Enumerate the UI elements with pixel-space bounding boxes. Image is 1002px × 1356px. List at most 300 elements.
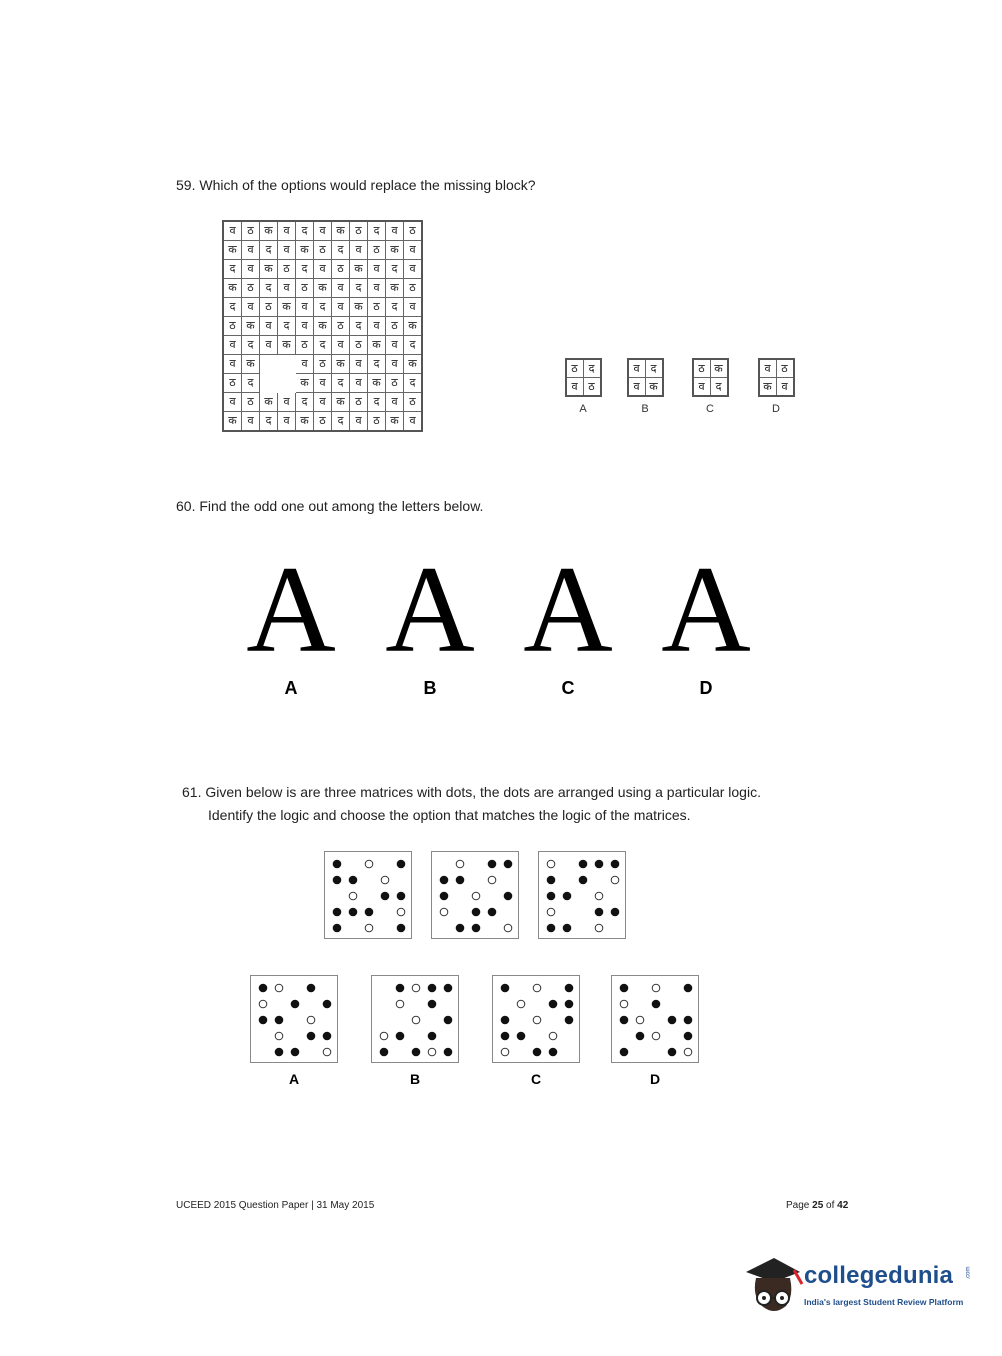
grid-cell: द (296, 260, 314, 279)
q61-option-matrix-d[interactable] (611, 975, 699, 1063)
grid-cell: व (350, 241, 368, 260)
devanagari-grid (222, 220, 423, 432)
filled-dot (444, 1016, 453, 1025)
grid-cell: ठ (314, 355, 332, 374)
grid-cell: ठ (368, 298, 386, 317)
q61-text (182, 781, 761, 827)
grid-cell: व (314, 374, 332, 393)
grid-cell: क (223, 279, 242, 298)
hollow-dot (412, 1016, 420, 1024)
grid-cell: क (386, 241, 404, 260)
grid-cell: क (332, 221, 350, 241)
grid-cell: क (296, 374, 314, 393)
grid-cell: क (332, 393, 350, 412)
grid-row (223, 393, 422, 412)
filled-dot (565, 984, 574, 993)
grid-cell: व (314, 260, 332, 279)
grid-cell: व (260, 317, 278, 336)
filled-dot (595, 860, 604, 869)
grid-cell: द (368, 393, 386, 412)
filled-dot (620, 1048, 629, 1057)
logo-tagline: India's largest Student Review Platform (804, 1297, 964, 1307)
filled-dot (397, 924, 406, 933)
grid-cell: व (260, 336, 278, 355)
grid-cell: ठ (296, 336, 314, 355)
grid-cell: द (296, 393, 314, 412)
grid-cell: क (386, 279, 404, 298)
grid-cell: ठ (404, 393, 423, 412)
hollow-dot (472, 892, 480, 900)
filled-dot (440, 892, 449, 901)
filled-dot (565, 1016, 574, 1025)
filled-dot (291, 1048, 300, 1057)
footer-page (786, 1200, 848, 1211)
option-cell: ठ (693, 359, 711, 378)
grid-cell: क (278, 298, 296, 317)
grid-cell: ठ (332, 317, 350, 336)
hollow-dot (307, 1016, 315, 1024)
filled-dot (547, 924, 556, 933)
grid-row (223, 412, 422, 432)
grid-cell: ठ (368, 412, 386, 432)
grid-cell: व (278, 241, 296, 260)
hollow-dot (547, 860, 555, 868)
hollow-dot (381, 876, 389, 884)
hollow-dot (428, 1048, 436, 1056)
filled-dot (291, 1000, 300, 1009)
grid-cell: द (223, 298, 242, 317)
grid-cell: ठ (242, 393, 260, 412)
grid-cell: ठ (242, 221, 260, 241)
grid-cell: द (260, 241, 278, 260)
page-total: 42 (837, 1200, 849, 1211)
grid-cell: ठ (368, 241, 386, 260)
option-block (692, 358, 729, 397)
option-cell: व (693, 378, 711, 397)
q59-text: 59. Which of the options would replace the missing block? (176, 177, 536, 193)
option-cell: व (628, 359, 646, 378)
grid-cell: व (386, 393, 404, 412)
grid-cell: ठ (404, 221, 423, 241)
hollow-dot (365, 860, 373, 868)
grid-cell: व (350, 355, 368, 374)
option-cell: क (645, 378, 663, 397)
grid-missing-cell (260, 374, 278, 393)
filled-dot (611, 908, 620, 917)
dot-grid (539, 852, 627, 940)
hollow-dot (412, 984, 420, 992)
option-label: D (772, 403, 780, 415)
grid-cell: ठ (314, 412, 332, 432)
q60-option-c[interactable]: C (561, 678, 575, 698)
q60-letter-a: A (246, 541, 336, 678)
grid-cell: व (278, 221, 296, 241)
filled-dot (517, 1032, 526, 1041)
filled-dot (428, 984, 437, 993)
filled-dot (668, 1048, 677, 1057)
grid-cell: व (404, 298, 423, 317)
grid-cell: व (368, 317, 386, 336)
grid-cell: व (223, 336, 242, 355)
filled-dot (563, 892, 572, 901)
grid-cell: द (296, 221, 314, 241)
option-cell: व (759, 359, 777, 378)
grid-missing-cell (278, 355, 296, 374)
footer-left: UCEED 2015 Question Paper | 31 May 2015 (176, 1200, 375, 1211)
filled-dot (333, 908, 342, 917)
grid-missing-cell (260, 355, 278, 374)
hollow-dot (533, 984, 541, 992)
filled-dot (412, 1048, 421, 1057)
filled-dot (504, 860, 513, 869)
filled-dot (565, 1000, 574, 1009)
filled-dot (636, 1032, 645, 1041)
option-label: C (706, 403, 714, 415)
grid-cell: द (260, 412, 278, 432)
grid-cell: ठ (223, 317, 242, 336)
hollow-dot (259, 1000, 267, 1008)
filled-dot (579, 876, 588, 885)
option-cell: ठ (776, 359, 794, 378)
filled-dot (349, 876, 358, 885)
q61-option-label[interactable]: D (649, 1071, 661, 1087)
hollow-dot (533, 1016, 541, 1024)
q60-option-b[interactable]: B (423, 678, 437, 698)
filled-dot (595, 908, 604, 917)
given-matrix (538, 851, 626, 939)
q61-option-label[interactable]: A (288, 1071, 300, 1087)
filled-dot (444, 984, 453, 993)
hollow-dot (652, 984, 660, 992)
grid-row (223, 298, 422, 317)
grid-cell: व (350, 412, 368, 432)
filled-dot (428, 1000, 437, 1009)
hollow-dot (547, 908, 555, 916)
given-matrix (431, 851, 519, 939)
grid-cell: व (350, 374, 368, 393)
option-cell: द (583, 359, 601, 378)
hollow-dot (652, 1032, 660, 1040)
grid-cell: व (404, 412, 423, 432)
q61-line2: Identify the logic and choose the option that matches the logic of the matrices. (208, 807, 691, 823)
option-block (565, 358, 602, 397)
grid-cell: व (368, 279, 386, 298)
logo-suffix: .com (965, 1266, 972, 1280)
grid-cell: ठ (278, 260, 296, 279)
hollow-dot (380, 1032, 388, 1040)
q61-option-matrix-a[interactable] (250, 975, 338, 1063)
q60-option-d[interactable]: D (699, 678, 713, 698)
option-block (627, 358, 664, 397)
grid-cell: क (314, 317, 332, 336)
grid-cell: व (314, 393, 332, 412)
given-matrix (324, 851, 412, 939)
filled-dot (440, 876, 449, 885)
hollow-dot (275, 1032, 283, 1040)
grid-cell: क (368, 336, 386, 355)
grid-cell: व (404, 260, 423, 279)
filled-dot (547, 892, 556, 901)
option-label: A (579, 403, 587, 415)
q59-option-a[interactable] (548, 358, 618, 415)
grid-cell: ठ (314, 241, 332, 260)
grid-cell: व (386, 221, 404, 241)
grid-cell: व (242, 241, 260, 260)
grid-cell: व (223, 393, 242, 412)
filled-dot (396, 984, 405, 993)
grid-cell: क (260, 260, 278, 279)
hollow-dot (549, 1032, 557, 1040)
filled-dot (501, 984, 510, 993)
q61-option-matrix-c[interactable] (492, 975, 580, 1063)
filled-dot (275, 1016, 284, 1025)
filled-dot (365, 908, 374, 917)
grid-cell: व (242, 298, 260, 317)
filled-dot (472, 908, 481, 917)
hollow-dot (517, 1000, 525, 1008)
q61-option-matrix-b[interactable] (371, 975, 459, 1063)
logo-name: collegedunia (804, 1262, 954, 1289)
option-cell: क (710, 359, 728, 378)
filled-dot (579, 860, 588, 869)
grid-cell: व (404, 241, 423, 260)
grid-cell: ठ (350, 393, 368, 412)
grid-cell: द (260, 279, 278, 298)
hollow-dot (636, 1016, 644, 1024)
filled-dot (444, 1048, 453, 1057)
page-prefix: Page (786, 1200, 813, 1211)
grid-cell: द (278, 317, 296, 336)
grid-cell: द (223, 260, 242, 279)
q59-option-d[interactable] (741, 358, 811, 415)
grid-row (223, 221, 422, 241)
grid-cell: ठ (260, 298, 278, 317)
grid-cell: द (350, 317, 368, 336)
grid-cell: द (404, 374, 423, 393)
filled-dot (533, 1048, 542, 1057)
grid-cell: ठ (386, 317, 404, 336)
filled-dot (501, 1016, 510, 1025)
grid-cell: द (368, 355, 386, 374)
filled-dot (684, 984, 693, 993)
hollow-dot (397, 908, 405, 916)
filled-dot (259, 984, 268, 993)
grid-cell: क (260, 393, 278, 412)
dot-grid (432, 852, 520, 940)
filled-dot (620, 984, 629, 993)
grid-cell: क (260, 221, 278, 241)
option-cell: द (645, 359, 663, 378)
grid-row (223, 355, 422, 374)
filled-dot (549, 1048, 558, 1057)
filled-dot (307, 984, 316, 993)
option-label: B (641, 403, 649, 415)
grid-cell: क (296, 241, 314, 260)
filled-dot (396, 1032, 405, 1041)
q61-option-label[interactable]: C (530, 1071, 542, 1087)
grid-row (223, 336, 422, 355)
grid-cell: द (332, 241, 350, 260)
filled-dot (397, 860, 406, 869)
grid-row (223, 374, 422, 393)
filled-dot (397, 892, 406, 901)
grid-cell: द (314, 336, 332, 355)
dot-grid (612, 976, 700, 1064)
option-cell: व (776, 378, 794, 397)
hollow-dot (365, 924, 373, 932)
hollow-dot (456, 860, 464, 868)
grid-cell: व (296, 317, 314, 336)
hollow-dot (595, 924, 603, 932)
grid-cell: क (278, 336, 296, 355)
option-cell: ठ (566, 359, 584, 378)
filled-dot (504, 892, 513, 901)
grid-cell: ठ (296, 279, 314, 298)
grid-cell: ठ (404, 279, 423, 298)
grid-cell: क (386, 412, 404, 432)
grid-cell: व (332, 279, 350, 298)
grid-cell: क (296, 412, 314, 432)
grid-cell: व (278, 393, 296, 412)
q60-letter-d: A (661, 541, 751, 678)
q61-option-label[interactable]: B (409, 1071, 421, 1087)
option-cell: ठ (583, 378, 601, 397)
q60-option-a[interactable]: A (284, 678, 298, 698)
grid-cell: क (223, 412, 242, 432)
filled-dot (259, 1016, 268, 1025)
q60-letter-c: A (523, 541, 613, 678)
filled-dot (488, 860, 497, 869)
grid-cell: द (332, 374, 350, 393)
grid-cell: व (386, 355, 404, 374)
hollow-dot (440, 908, 448, 916)
grid-cell: क (404, 317, 423, 336)
grid-cell: ठ (223, 374, 242, 393)
grid-cell: व (278, 412, 296, 432)
grid-cell: क (332, 355, 350, 374)
grid-cell: द (404, 336, 423, 355)
grid-cell: व (296, 355, 314, 374)
dot-grid (325, 852, 413, 940)
grid-cell: व (386, 336, 404, 355)
grid-cell: द (386, 260, 404, 279)
filled-dot (456, 876, 465, 885)
hollow-dot (501, 1048, 509, 1056)
filled-dot (333, 924, 342, 933)
filled-dot (381, 892, 390, 901)
hollow-dot (349, 892, 357, 900)
grid-cell: क (350, 298, 368, 317)
grid-cell: व (332, 336, 350, 355)
filled-dot (684, 1032, 693, 1041)
dot-grid (251, 976, 339, 1064)
filled-dot (668, 1016, 677, 1025)
grid-cell: द (242, 336, 260, 355)
grid-cell: द (242, 374, 260, 393)
grid-cell: क (242, 355, 260, 374)
grid-cell: क (404, 355, 423, 374)
filled-dot (456, 924, 465, 933)
grid-cell: क (242, 317, 260, 336)
hollow-dot (396, 1000, 404, 1008)
filled-dot (323, 1000, 332, 1009)
option-cell: क (759, 378, 777, 397)
grid-cell: व (368, 260, 386, 279)
grid-cell: क (368, 374, 386, 393)
option-block (758, 358, 795, 397)
grid-row (223, 241, 422, 260)
grid-cell: व (223, 221, 242, 241)
grid-cell: द (314, 298, 332, 317)
grid-cell: द (332, 412, 350, 432)
filled-dot (501, 1032, 510, 1041)
grid-cell: द (350, 279, 368, 298)
option-cell: व (628, 378, 646, 397)
q60-text: 60. Find the odd one out among the letters below. (176, 498, 484, 514)
filled-dot (349, 908, 358, 917)
grid-cell: क (223, 241, 242, 260)
hollow-dot (323, 1048, 331, 1056)
grid-cell: व (278, 279, 296, 298)
grid-row (223, 279, 422, 298)
filled-dot (549, 1000, 558, 1009)
grid-cell: ठ (350, 221, 368, 241)
option-cell: व (566, 378, 584, 397)
filled-dot (428, 1032, 437, 1041)
filled-dot (488, 908, 497, 917)
grid-missing-cell (278, 374, 296, 393)
filled-dot (323, 1032, 332, 1041)
grid-cell: ठ (350, 336, 368, 355)
hollow-dot (488, 876, 496, 884)
hollow-dot (275, 984, 283, 992)
grid-cell: क (314, 279, 332, 298)
dot-grid (372, 976, 460, 1064)
q60-letter-b: A (385, 541, 475, 678)
filled-dot (333, 860, 342, 869)
grid-cell: व (223, 355, 242, 374)
filled-dot (333, 876, 342, 885)
grid-cell: व (314, 221, 332, 241)
filled-dot (547, 876, 556, 885)
filled-dot (620, 1016, 629, 1025)
filled-dot (611, 860, 620, 869)
grid-cell: व (242, 412, 260, 432)
filled-dot (652, 1000, 661, 1009)
filled-dot (275, 1048, 284, 1057)
grid-cell: द (368, 221, 386, 241)
grid-cell: व (332, 298, 350, 317)
hollow-dot (620, 1000, 628, 1008)
grid-cell: व (242, 260, 260, 279)
page-mid: of (823, 1200, 838, 1211)
hollow-dot (684, 1048, 692, 1056)
q61-line1: 61. Given below is are three matrices with dots, the dots are arranged using a particular logic. (182, 784, 761, 800)
grid-cell: क (350, 260, 368, 279)
filled-dot (380, 1048, 389, 1057)
page-current: 25 (812, 1200, 824, 1211)
grid-row (223, 260, 422, 279)
q59-option-c[interactable] (675, 358, 745, 415)
q59-option-b[interactable] (610, 358, 680, 415)
grid-cell: व (296, 298, 314, 317)
grid-cell: द (386, 298, 404, 317)
filled-dot (472, 924, 481, 933)
hollow-dot (504, 924, 512, 932)
grid-row (223, 317, 422, 336)
hollow-dot (611, 876, 619, 884)
filled-dot (563, 924, 572, 933)
